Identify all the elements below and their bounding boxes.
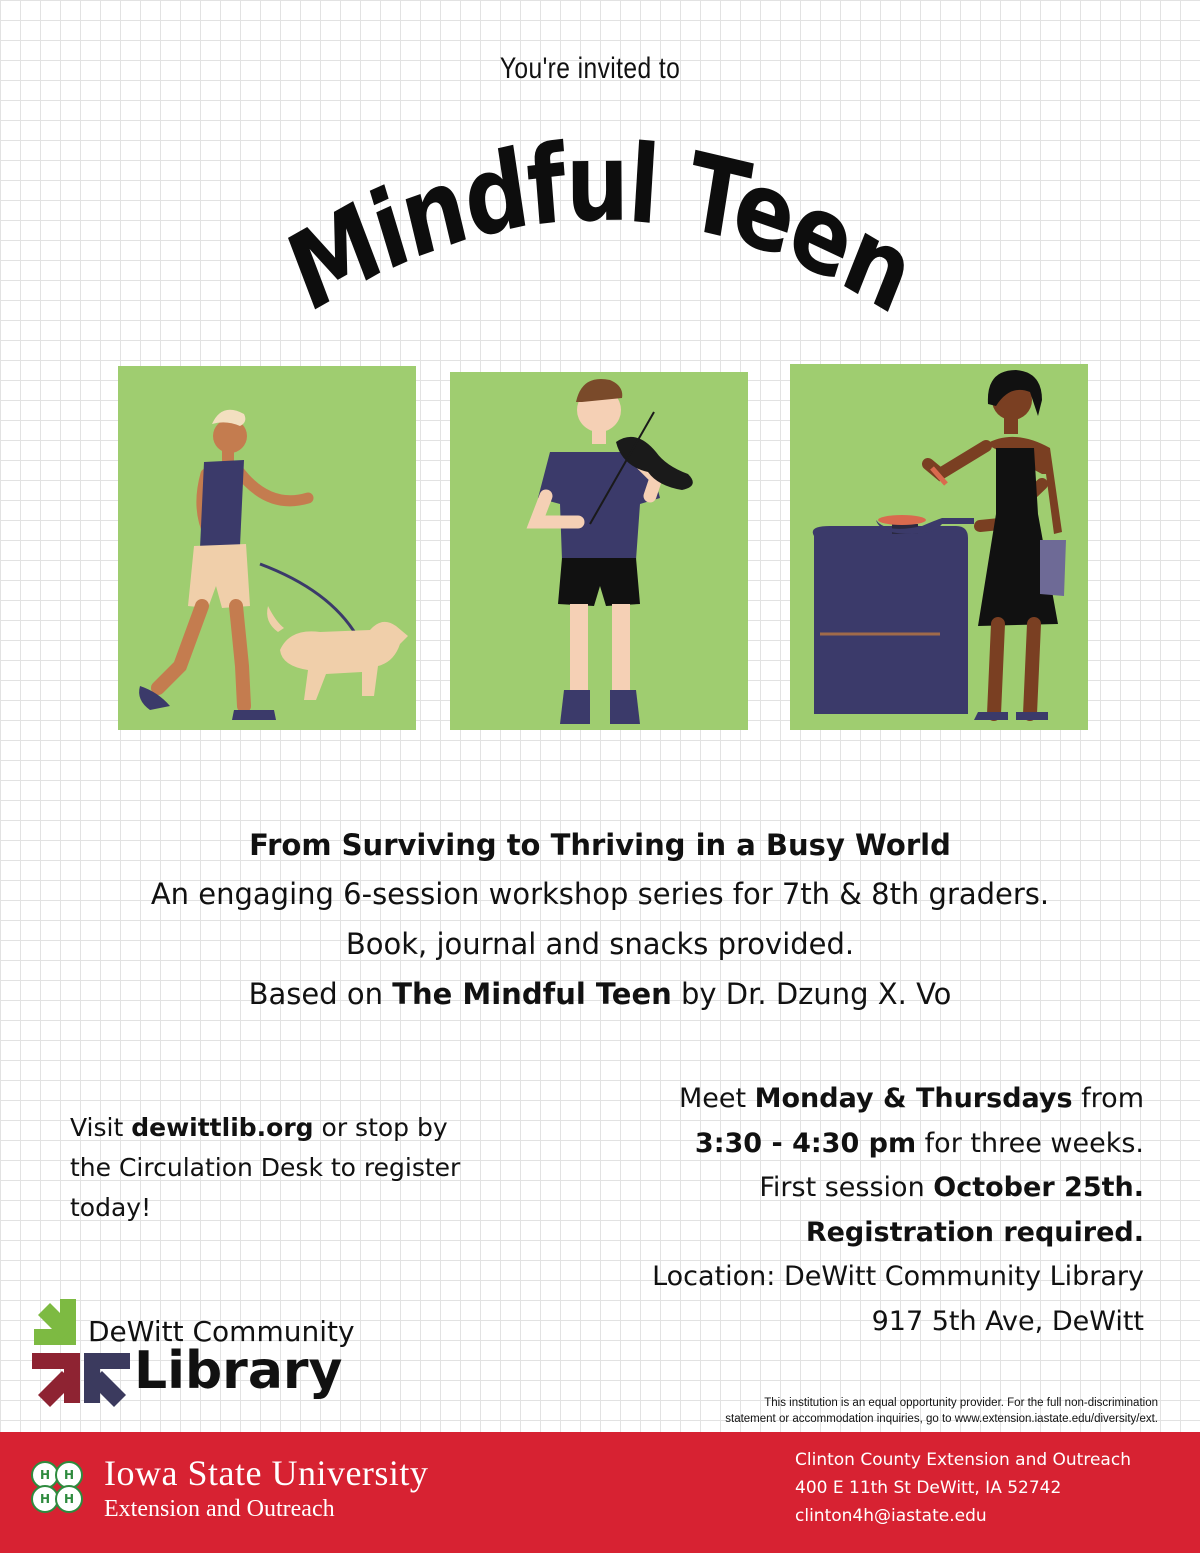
office-name: Clinton County Extension and Outreach <box>795 1450 1131 1470</box>
workshop-description: An engaging 6-session workshop series for 7th & 8th graders. <box>150 877 1050 911</box>
logo-line-1: DeWitt Community <box>88 1315 355 1348</box>
office-address: 400 E 11th St DeWitt, IA 52742 <box>795 1478 1062 1498</box>
book-credit-suffix: by Dr. Dzung X. Vo <box>671 977 952 1011</box>
logo-line-2: Library <box>134 1341 343 1401</box>
county-contact <box>795 1446 1131 1530</box>
office-email[interactable]: clinton4h@iastate.edu <box>795 1506 987 1526</box>
registration-instructions <box>70 1108 490 1228</box>
event-title <box>150 110 1050 350</box>
book-credit-prefix: Based on <box>248 977 393 1011</box>
book-title: The Mindful Teen <box>392 977 672 1011</box>
invite-text: You're invited to <box>499 52 681 85</box>
library-website-link[interactable]: dewittlib.org <box>131 1113 314 1142</box>
isu-subtitle: Extension and Outreach <box>104 1496 335 1522</box>
schedule-details <box>524 1077 1144 1344</box>
title-text: Mindful Teen <box>273 120 928 338</box>
meeting-time: 3:30 - 4:30 pm for three weeks. <box>694 1127 1144 1159</box>
address: 917 5th Ave, DeWitt <box>871 1305 1144 1337</box>
first-session: First session October 25th. <box>759 1172 1144 1203</box>
visit-suffix: or stop by the Circulation Desk to register today! <box>70 1113 461 1222</box>
footer-bar <box>0 1432 1200 1553</box>
violin-panel <box>450 372 748 730</box>
person-playing-violin-illustration <box>450 372 748 730</box>
svg-text:H: H <box>63 1468 75 1482</box>
location: Location: DeWitt Community Library <box>652 1261 1144 1292</box>
dewitt-library-logo <box>30 1295 370 1425</box>
book-credit <box>0 977 1200 1011</box>
person-walking-dog-illustration <box>118 366 416 730</box>
meeting-days: Meet Monday & Thursdays from <box>678 1083 1144 1114</box>
equal-opportunity-statement: This institution is an equal opportunity provider. For the full non-discrimination statement or accommodation inquiries, go to www.extension.iastate.edu/diversity/ext. <box>725 1397 1158 1425</box>
visit-prefix: Visit <box>70 1113 132 1142</box>
4h-clover-icon <box>26 1456 88 1518</box>
cooking-panel <box>790 364 1088 730</box>
walking-dog-panel <box>118 366 416 730</box>
workshop-subtitle: From Surviving to Thriving in a Busy World <box>249 828 951 862</box>
person-cooking-illustration <box>790 364 1088 730</box>
svg-text:Mindful Teen <box>274 120 928 338</box>
provided-items: Book, journal and snacks provided. <box>345 927 855 961</box>
svg-text:H: H <box>39 1492 51 1506</box>
svg-text:H: H <box>39 1468 51 1482</box>
registration-required: Registration required. <box>805 1216 1144 1248</box>
svg-text:H: H <box>63 1492 75 1506</box>
isu-wordmark: Iowa State University <box>104 1453 429 1493</box>
